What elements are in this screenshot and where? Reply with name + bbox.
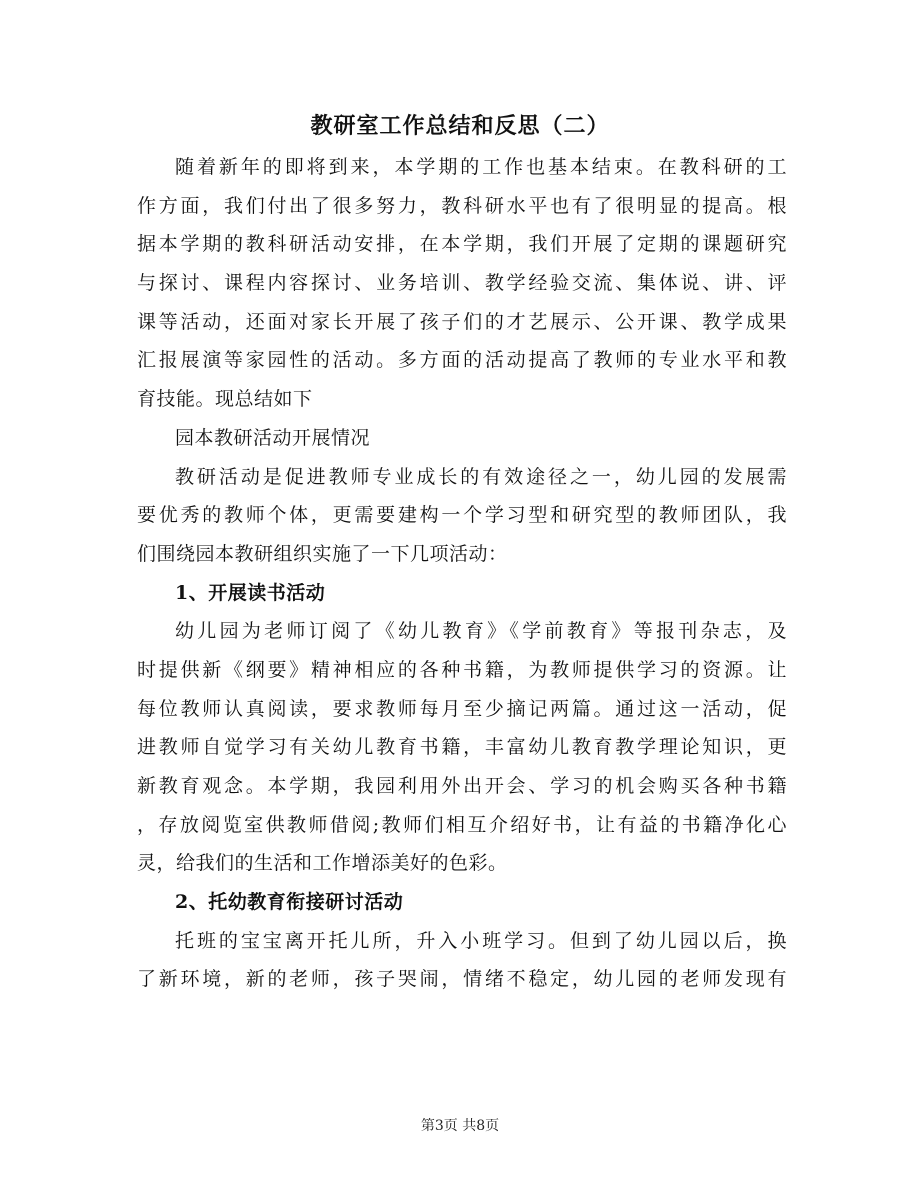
subsection-heading: 1、开展读书活动 [175,581,326,604]
paragraph-line: 汇报展演等家园性的活动。多方面的活动提高了教师的专业水平和教 [137,349,787,372]
section-heading: 园本教研活动开展情况 [175,426,371,449]
paragraph-line: ，存放阅览室供教师借阅;教师们相互介绍好书，让有益的书籍净化心 [137,813,787,836]
paragraph-line: 托班的宝宝离开托儿所，升入小班学习。但到了幼儿园以后，换 [175,929,787,952]
paragraph-line: 作方面，我们付出了很多努力，教科研水平也有了很明显的提高。根 [137,194,787,217]
paragraph-line: 与探讨、课程内容探讨、业务培训、教学经验交流、集体说、讲、评 [137,272,787,295]
paragraph-line: 时提供新《纲要》精神相应的各种书籍，为教师提供学习的资源。让 [137,658,787,681]
paragraph-line: 新教育观念。本学期，我园利用外出开会、学习的机会购买各种书籍 [137,775,787,797]
page-number: 第3页 共8页 [420,1118,500,1134]
paragraph-line: 要优秀的教师个体，更需要建构一个学习型和研究型的教师团队，我 [137,504,787,527]
subsection-heading: 2、托幼教育衔接研讨活动 [175,891,404,914]
paragraph-line: 课等活动，还面对家长开展了孩子们的才艺展示、公开课、教学成果 [137,310,787,333]
paragraph-line: 了新环境，新的老师，孩子哭闹，情绪不稳定，幼儿园的老师发现有 [137,968,787,991]
paragraph-line: 灵，给我们的生活和工作增添美好的色彩。 [137,852,508,875]
paragraph-line: 们围绕园本教研组织实施了一下几项活动： [137,542,508,565]
document-title: 教研室工作总结和反思（二） [310,113,610,139]
paragraph-line: 随着新年的即将到来，本学期的工作也基本结束。在教科研的工 [175,156,787,178]
document-body [137,148,787,999]
paragraph-line: 据本学期的教科研活动安排，在本学期，我们开展了定期的课题研究 [137,233,787,256]
paragraph-line: 进教师自觉学习有关幼儿教育书籍，丰富幼儿教育教学理论知识，更 [137,736,787,759]
paragraph-line: 教研活动是促进教师专业成长的有效途径之一，幼儿园的发展需 [175,465,787,488]
paragraph-line: 每位教师认真阅读，要求教师每月至少摘记两篇。通过这一活动，促 [137,697,787,720]
paragraph-line: 育技能。现总结如下 [137,388,313,411]
paragraph-line: 幼儿园为老师订阅了《幼儿教育》《学前教育》等报刊杂志，及 [175,620,787,643]
